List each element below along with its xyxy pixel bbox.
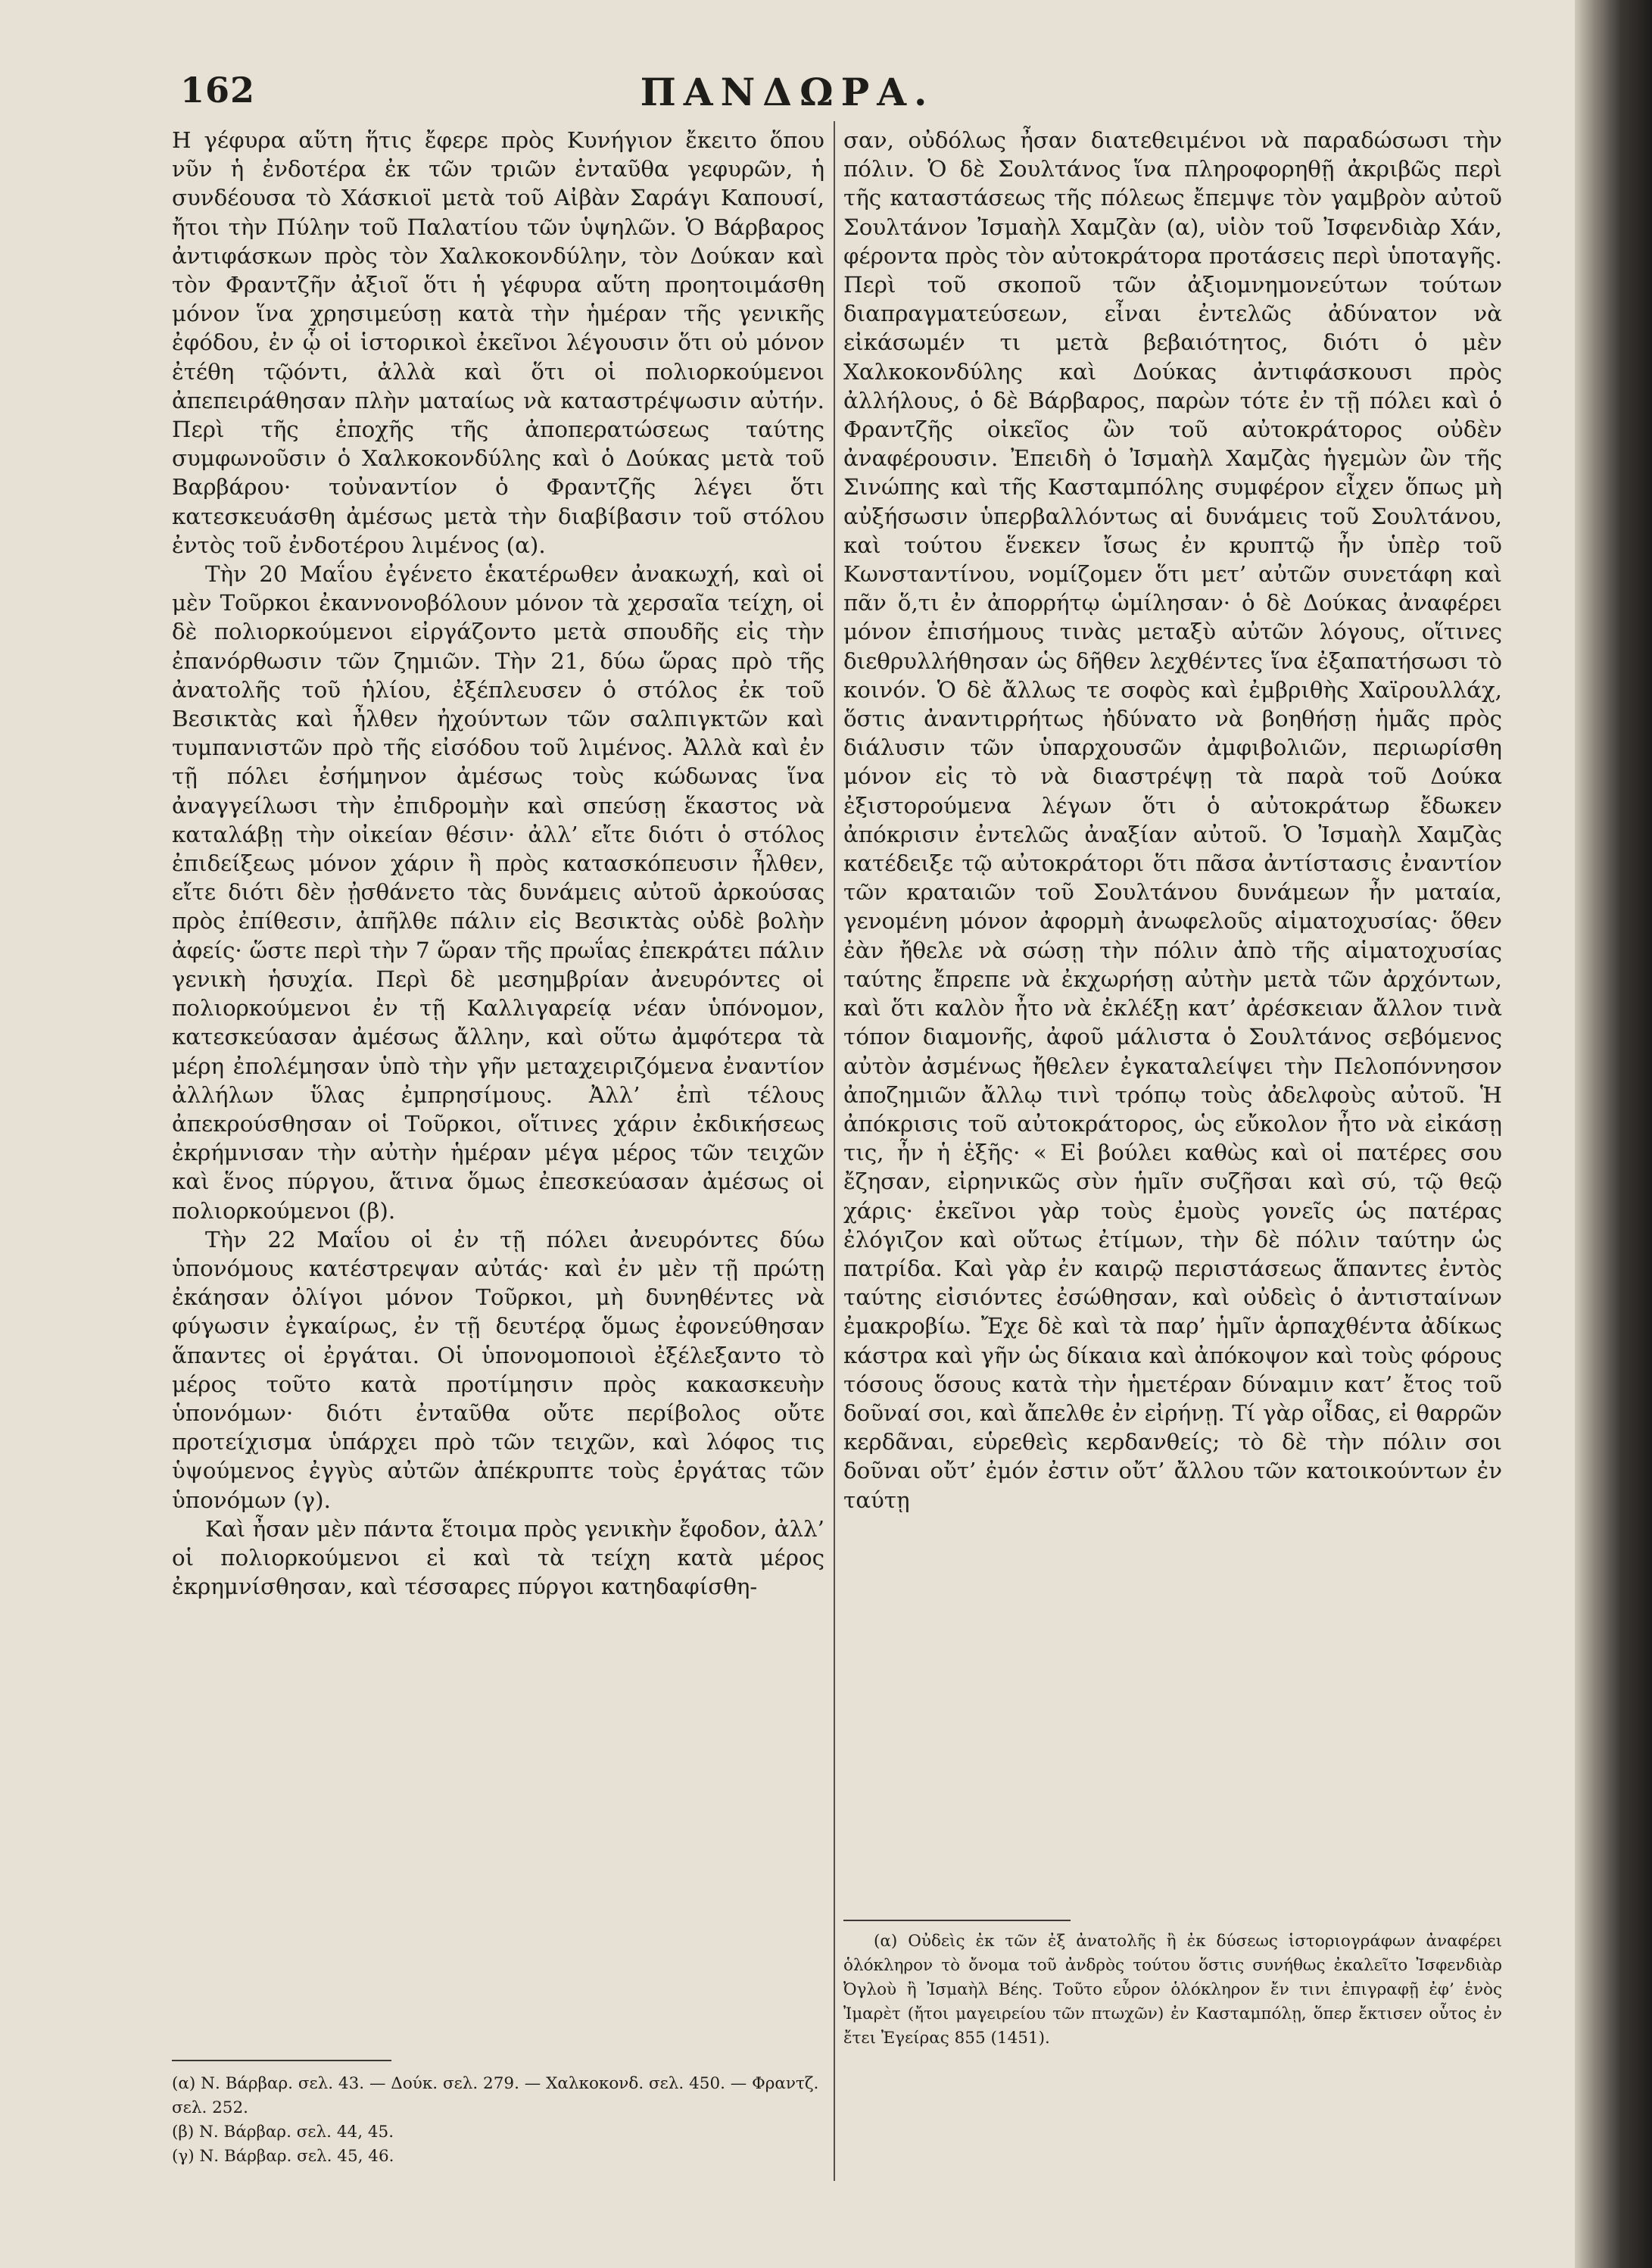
footnotes-left [172,2072,824,2169]
right-column [843,126,1502,1515]
paragraph: Τὴν 22 Μαΐου οἱ ἐν τῇ πόλει ἀνευρόντες δύω ὑπονόμους κατέστρεψαν αὐτάς· καὶ ἐν μὲν τῇ πρώτῃ ἐκάησαν ὀλίγοι μόνον Τοῦρκοι, μὴ δυνηθέντες νὰ φύγωσιν ἐγκαίρως, ἐν τῇ δευτέρᾳ ὅμως ἐφονεύθησαν ἅπαντες οἱ ἐργάται. Οἱ ὑπονομοποιοὶ ἐξέλεξαντο τὸ μέρος τοῦτο κατὰ προτίμησιν πρὸς κακασκευὴν ὑπονόμων· διότι ἐνταῦθα οὔτε περίβολος οὔτε προτείχισμα ὑπάρχει πρὸ τῶν τειχῶν, καὶ λόφος τις ὑψούμενος ἐγγὺς αὐτῶν ἀπέκρυπτε τοὺς ἐργάτας τῶν ὑπονόμων (γ). [172,1226,824,1513]
footnote-rule [172,2060,391,2061]
column-divider [834,121,835,2181]
paragraph: Τὴν 20 Μαΐου ἐγένετο ἑκατέρωθεν ἀνακωχή, καὶ οἱ μὲν Τοῦρκοι ἐκαννονοβόλουν μόνον τὰ χερσαῖα τείχη, οἱ δὲ πολιορκούμενοι εἰργάζοντο μετὰ σπουδῆς εἰς τὴν ἐπανόρθωσιν τῶν ζημιῶν. Τὴν 21, δύω ὥρας πρὸ τῆς ἀνατολῆς τοῦ ἡλίου, ἐξέπλευσεν ὁ στόλος ἐκ τοῦ Βεσικτὰς καὶ ἦλθεν ἠχούντων τῶν σαλπιγκτῶν καὶ τυμπανιστῶν πρὸ τῆς εἰσόδου τοῦ λιμένος. Ἀλλὰ καὶ ἐν τῇ πόλει ἐσήμηνον ἀμέσως τοὺς κώδωνας ἵνα ἀναγγείλωσι τὴν ἐπιδρομὴν καὶ σπεύσῃ ἕκαστος νὰ καταλάβῃ τὴν οἰκείαν θέσιν· ἀλλ’ εἴτε διότι ὁ στόλος ἐπιδείξεως μόνον χάριν ἢ πρὸς κατασκόπευσιν ἦλθεν, εἴτε διότι δὲν ᾐσθάνετο τὰς δυνάμεις αὐτοῦ ἀρκούσας πρὸς ἐπίθεσιν, ἀπῆλθε πάλιν εἰς Βεσικτὰς οὐδὲ βολὴν ἀφείς· ὥστε περὶ τὴν 7 ὥραν τῆς πρωΐας ἐπεκράτει πάλιν γενικὴ ἡσυχία. Περὶ δὲ μεσημβρίαν ἀνευρόντες οἱ πολιορκούμενοι ἐν τῇ Καλλιγαρείᾳ νέαν ὑπόνομον, κατεσκεύασαν ἀμέσως ἄλλην, καὶ οὕτω ἀμφότερα τὰ μέρη ἐπολέμησαν ὑπὸ τὴν γῆν μεταχειριζόμενα ἐναντίον ἀλλήλων ὕλας ἐμπρησίμους. Ἀλλ’ ἐπὶ τέλους ἀπεκρούσθησαν οἱ Τοῦρκοι, οἵτινες χάριν ἐκδικήσεως ἐκρήμνισαν τὴν αὐτὴν ἡμέραν μέγα μέρος τῶν τειχῶν καὶ ἕνος πύργου, ἅτινα ὅμως ἐπεσκεύασαν ἀμέσως οἱ πολιορκούμενοι (β). [172,561,824,1224]
left-column [172,126,824,1601]
footnotes-right [843,1930,1502,2051]
journal-title: ΠΑΝΔΩΡΑ. [640,70,935,114]
footnote: (α) Ν. Βάρβαρ. σελ. 43. — Δούκ. σελ. 279. — Χαλκοκονδ. σελ. 450. — Φραντζ. σελ. 252. [172,2074,819,2117]
footnote: (γ) Ν. Βάρβαρ. σελ. 45, 46. [172,2147,394,2166]
book-spine-shadow [1575,0,1652,2268]
paragraph: Η γέφυρα αὕτη ἥτις ἔφερε πρὸς Κυνήγιον ἔκειτο ὅπου νῦν ἡ ἐνδοτέρα ἐκ τῶν τριῶν ἐνταῦθα γεφυρῶν, ἡ συνδέουσα τὸ Χάσκιοϊ μετὰ τοῦ Αἰβὰν Σαράγι Καπουσί, ἤτοι τὴν Πύλην τοῦ Παλατίου τῶν ὑψηλῶν. Ὁ Βάρβαρος ἀντιφάσκων πρὸς τὸν Χαλκοκονδύλην, τὸν Δούκαν καὶ τὸν Φραντζῆν ἀξιοῖ ὅτι ἡ γέφυρα αὕτη προητοιμάσθη μόνον ἵνα χρησιμεύσῃ κατὰ τὴν ἡμέραν τῆς γενικῆς ἐφόδου, ἐν ᾧ οἱ ἱστορικοὶ ἐκεῖνοι λέγουσιν ὅτι οὐ μόνον ἐτέθη τῷόντι, ἀλλὰ καὶ ὅτι οἱ πολιορκούμενοι ἀπεπειράθησαν πλὴν ματαίως νὰ καταστρέψωσιν αὐτήν. Περὶ τῆς ἐποχῆς τῆς ἀποπερατώσεως ταύτης συμφωνοῦσιν ὁ Χαλκοκονδύλης καὶ ὁ Δούκας μετὰ τοῦ Βαρβάρου· τοὐναντίον ὁ Φραντζῆς λέγει ὅτι κατεσκευάσθη ἀμέσως μετὰ τὴν διαβίβασιν τοῦ στόλου ἐντὸς τοῦ ἐνδοτέρου λιμένος (α). [172,127,824,558]
paragraph: σαν, οὐδόλως ἦσαν διατεθειμένοι νὰ παραδώσωσι τὴν πόλιν. Ὁ δὲ Σουλτάνος ἵνα πληροφορηθῇ ἀκριβῶς περὶ τῆς καταστάσεως τῆς πόλεως ἔπεμψε τὸν γαμβρὸν αὐτοῦ Σουλτάνον Ἰσμαὴλ Χαμζὰν (α), υἱὸν τοῦ Ἰσφενδιὰρ Χάν, φέροντα πρὸς τὸν αὐτοκράτορα προτάσεις περὶ ὑποταγῆς. Περὶ τοῦ σκοποῦ τῶν ἀξιομνημονεύτων τούτων διαπραγματεύσεων, εἶναι ἐντελῶς ἀδύνατον νὰ εἰκάσωμέν τι μετὰ βεβαιότητος, διότι ὁ μὲν Χαλκοκονδύλης καὶ Δούκας ἀντιφάσκουσι πρὸς ἀλλήλους, ὁ δὲ Βάρβαρος, παρὼν τότε ἐν τῇ πόλει καὶ ὁ Φραντζῆς οἰκεῖος ὢν τοῦ αὐτοκράτορος οὐδὲν ἀναφέρουσιν. Ἐπειδὴ ὁ Ἰσμαὴλ Χαμζὰς ἡγεμὼν ὢν τῆς Σινώπης καὶ τῆς Κασταμπόλης συμφέρον εἶχεν ὅπως μὴ αὐξήσωσιν ὑπερβαλλόντως αἱ δυνάμεις τοῦ Σουλτάνου, καὶ τούτου ἕνεκεν ἴσως ἐν κρυπτῷ ἦν ὑπὲρ τοῦ Κωνσταντίνου, νομίζομεν ὅτι μετ’ αὐτῶν συνετάφη καὶ πᾶν ὅ,τι ἐν ἀπορρήτῳ ὡμίλησαν· ὁ δὲ Δούκας ἀναφέρει μόνον ἐπισήμους τινὰς μεταξὺ αὐτῶν λόγους, οἵτινες διεθρυλλήθησαν ὡς δῆθεν λεχθέντες ἵνα ἐξαπατήσωσι τὸ κοινόν. Ὁ δὲ ἄλλως τε σοφὸς καὶ ἐμβριθὴς Χαϊρουλλάχ, ὅστις ἀναντιρρήτως ἠδύνατο νὰ βοηθήσῃ ἡμᾶς πρὸς διάλυσιν τῶν ὑπαρχουσῶν ἀμφιβολιῶν, περιωρίσθη μόνον εἰς τὸ νὰ διαστρέψῃ τὰ παρὰ τοῦ Δούκα ἐξιστορούμενα λέγων ὅτι ὁ αὐτοκράτωρ ἔδωκεν ἀπόκρισιν ἐντελῶς ἀναξίαν αὐτοῦ. Ὁ Ἰσμαὴλ Χαμζὰς κατέδειξε τῷ αὐτοκράτορι ὅτι πᾶσα ἀντίστασις ἐναντίον τῶν κραταιῶν τοῦ Σουλτάνου δυνάμεων ἦν ματαία, γενομένη μόνον ἀφορμὴ ἀνωφελοῦς αἱματοχυσίας· ὅθεν ἐὰν ἤθελε νὰ σώσῃ τὴν πόλιν ἀπὸ τῆς αἱματοχυσίας ταύτης ἔπρεπε νὰ ἐκχωρήσῃ αὐτὴν μετὰ τῶν ἀρχόντων, καὶ ὅτι καλὸν ἦτο νὰ ἐκλέξῃ κατ’ ἀρέσκειαν ἄλλον τινὰ τόπον διαμονῆς, ἀφοῦ μάλιστα ὁ Σουλτάνος σεβόμενος αὐτὸν ἀσμένως ἤθελεν ἐγκαταλείψει τὴν Πελοπόννησον ἀποζημιῶν ἄλλῳ τινὶ τρόπῳ τοὺς ἀδελφοὺς αὐτοῦ. Ἡ ἀπόκρισις τοῦ αὐτοκράτορος, ὡς εὔκολον ἦτο νὰ εἰκάσῃ τις, ἦν ἡ ἑξῆς· « Εἰ βούλει καθὼς καὶ οἱ πατέρες σου ἔζησαν, εἰρηνικῶς σὺν ἡμῖν συζῆσαι καὶ σύ, τῷ θεῷ χάρις· ἐκεῖνοι γὰρ τοὺς ἐμοὺς γονεῖς ὡς πατέρας ἐλόγιζον καὶ οὕτως ἐτίμων, τὴν δὲ πόλιν ταύτην ὡς πατρίδα. Καὶ γὰρ ἐν καιρῷ περιστάσεως ἅπαντες ἐντὸς ταύτης εἰσιόντες ἐσώθησαν, καὶ οὐδεὶς ὁ ἀντισταίνων ἐμακροβίω. Ἔχε δὲ καὶ τὰ παρ’ ἡμῖν ἁρπαχθέντα ἀδίκως κάστρα καὶ γῆν ὡς δίκαια καὶ ἀπόκοψον καὶ τοὺς φόρους τόσους ὅσους κατὰ τὴν ἡμετέραν δύναμιν κατ’ ἔτος τοῦ δοῦναί σοι, καὶ ἄπελθε ἐν εἰρήνῃ. Τί γὰρ οἶδας, εἰ θαρρῶν κερδᾶναι, εὑρεθεὶς κερδανθείς; τὸ δὲ τὴν πόλιν σοι δοῦναι οὔτ’ ἐμόν ἐστιν οὔτ’ ἄλλου τῶν κατοικούντων ἐν ταύτῃ [843,127,1502,1513]
page-header [0,62,1575,123]
footnote-rule [843,1920,1071,1921]
footnote: (β) Ν. Βάρβαρ. σελ. 44, 45. [172,2123,394,2142]
paragraph: Καὶ ἦσαν μὲν πάντα ἕτοιμα πρὸς γενικὴν ἔφοδον, ἀλλ’ οἱ πολιορκούμενοι εἰ καὶ τὰ τείχη κατὰ μέρος ἐκρημνίσθησαν, καὶ τέσσαρες πύργοι κατηδαφίσθη- [172,1515,824,1600]
footnote: (α) Οὐδεὶς ἐκ τῶν ἐξ ἀνατολῆς ἢ ἐκ δύσεως ἱστοριογράφων ἀναφέρει ὁλόκληρον τὸ ὄνομα τοῦ ἀνδρὸς τούτου ὅστις συνήθως ἐκαλεῖτο Ἰσφενδιὰρ Ὀγλοὺ ἢ Ἰσμαὴλ Βέης. Τοῦτο εὗρον ὁλόκληρον ἔν τινι ἐπιγραφῇ ἐφ’ ἑνὸς Ἰμαρὲτ (ἤτοι μαγειρείου τῶν πτωχῶν) ἐν Κασταμπόλῃ, ὅπερ ἔκτισεν οὗτος ἐν ἔτει Ἐγείρας 855 (1451). [843,1932,1502,2048]
page-number: 162 [180,70,256,111]
